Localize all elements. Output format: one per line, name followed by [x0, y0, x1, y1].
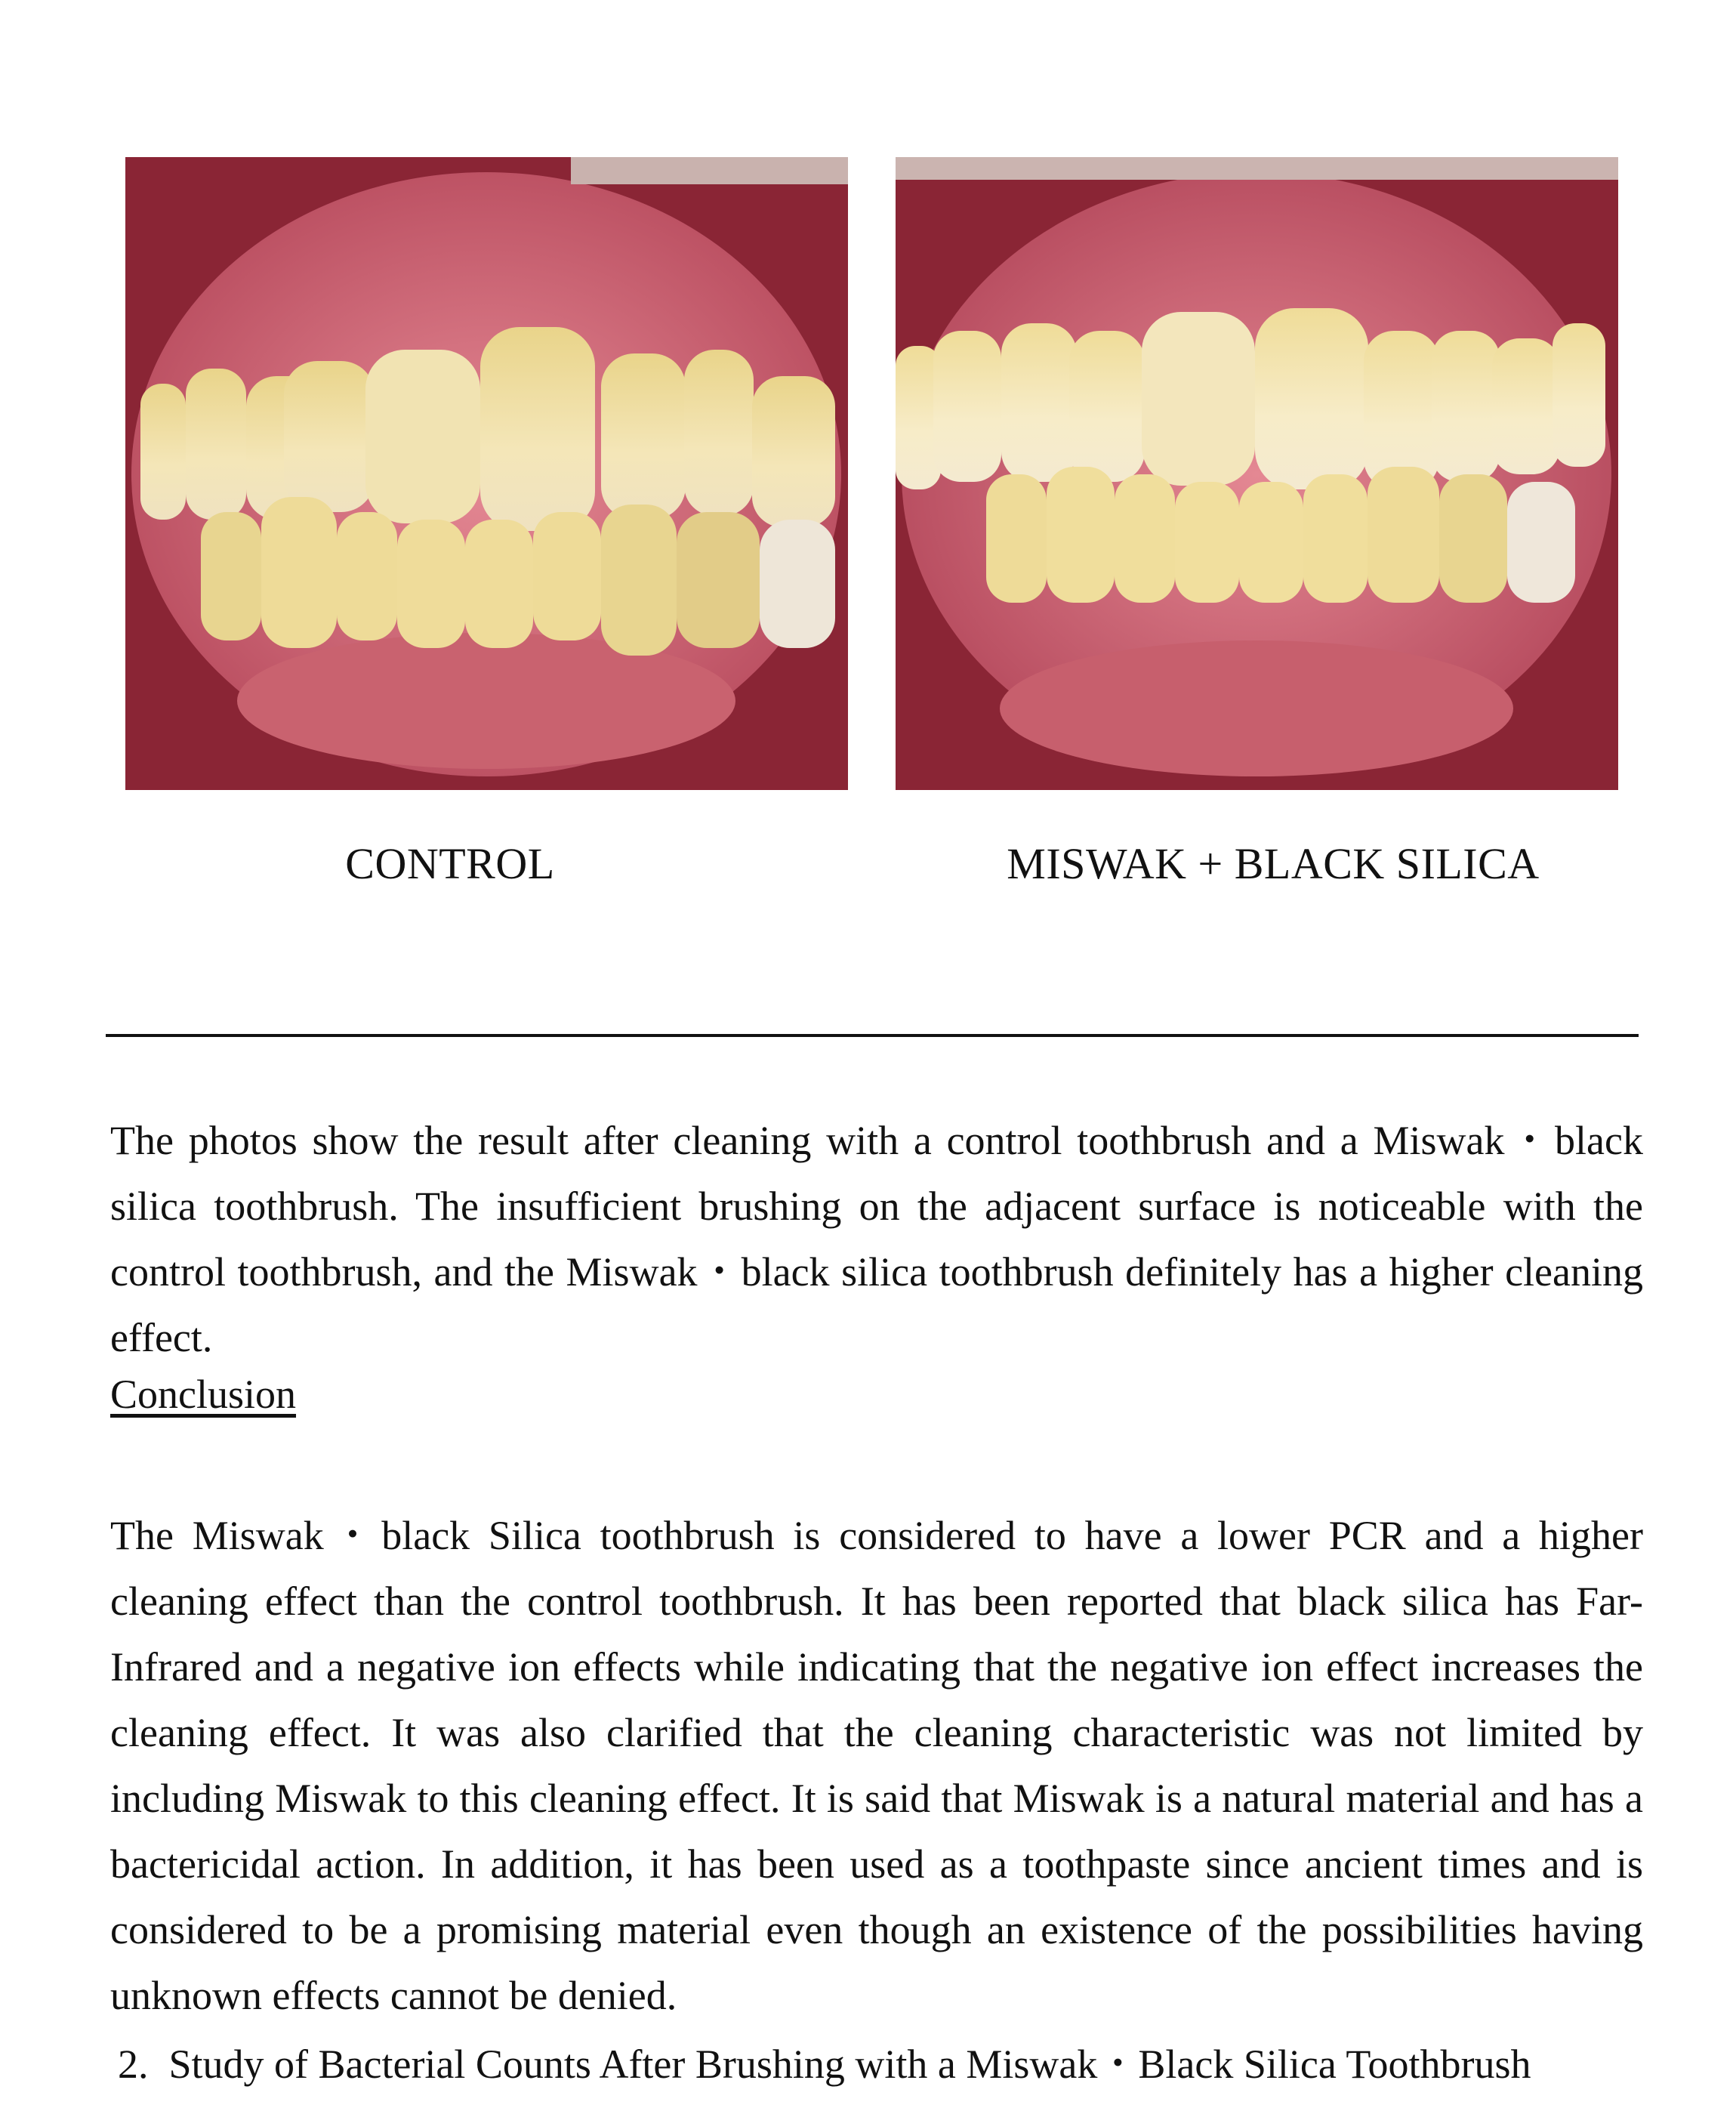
- next-section-heading: [118, 2032, 1531, 2090]
- section-title: Study of Bacterial Counts After Brushing with a Miswak・Black Silica Toothbrush: [168, 2042, 1531, 2087]
- miswak-photo-caption: MISWAK + BLACK SILICA: [1007, 839, 1540, 888]
- conclusion-paragraph: The Miswak・black Silica toothbrush is considered to have a lower PCR and a higher cleaning effect than the control toothbrush. It has been reported that black silica has Far-Infrared and a negative ion effects while indicating that the negative ion effect increases the cleaning effect. It was also clarified that the cleaning characteristic was not limited by including Miswak to this cleaning effect. It is said that Miswak is a natural material and has a bactericidal action. In addition, it has been used as a toothpaste since ancient times and is considered to be a promising material even though an existence of the possibilities having unknown effects cannot be denied.: [110, 1513, 1643, 2018]
- control-teeth-illustration: [125, 157, 848, 790]
- miswak-teeth-photo: [896, 157, 1618, 790]
- control-teeth-photo: [125, 157, 848, 790]
- conclusion-heading: Conclusion: [110, 1372, 297, 1417]
- horizontal-divider: [106, 1034, 1639, 1037]
- control-photo-caption: CONTROL: [345, 839, 555, 888]
- section-number: 2.: [118, 2042, 149, 2087]
- intro-paragraph: The photos show the result after cleaning with a control toothbrush and a Miswak・black silica toothbrush. The insufficient brushing on the adjacent surface is noticeable with the control toothbrush, and the Miswak・black silica toothbrush definitely has a higher cleaning effect.: [110, 1118, 1643, 1360]
- miswak-teeth-illustration: [896, 157, 1618, 790]
